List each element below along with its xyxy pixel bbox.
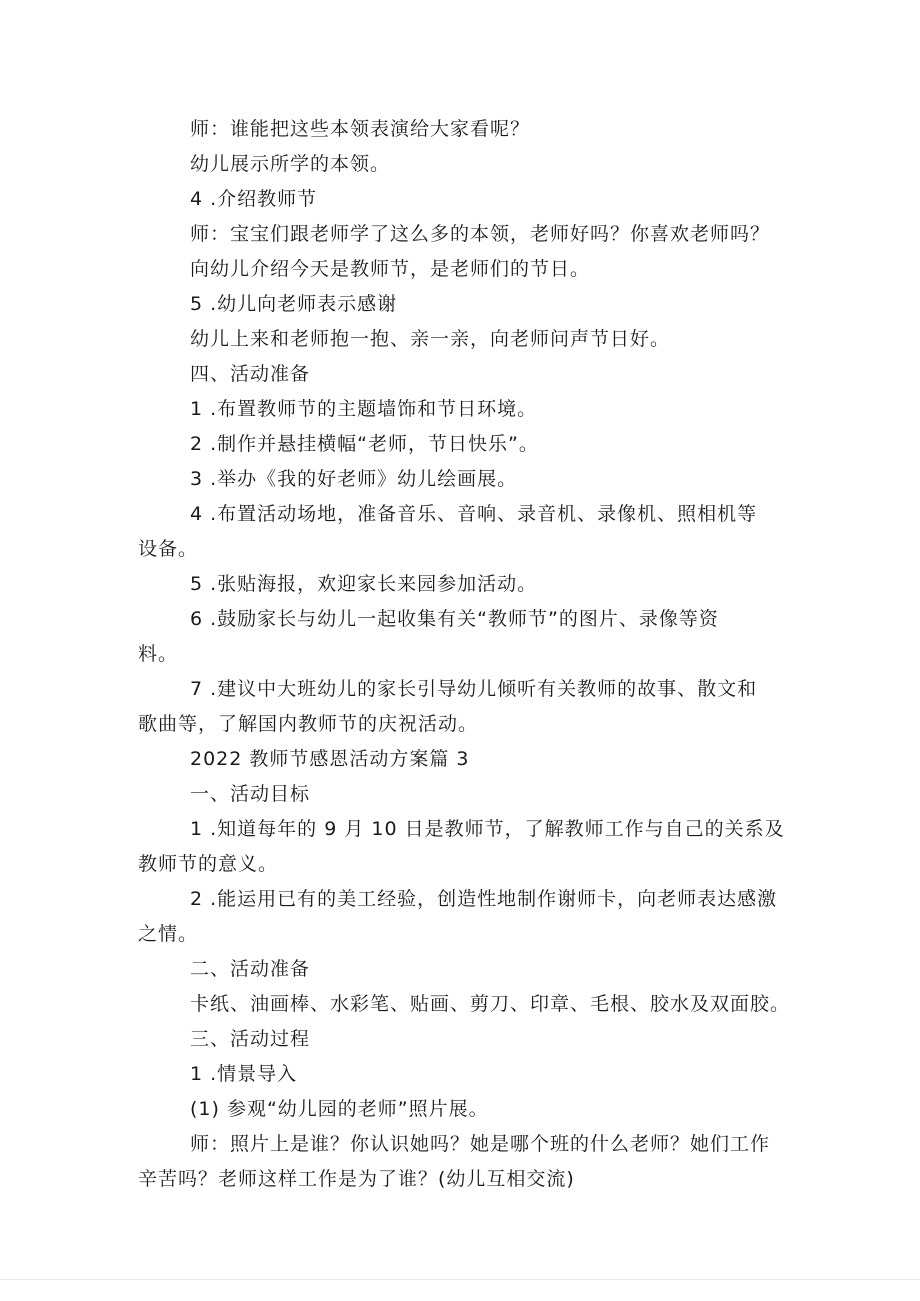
text-line: 之情。 xyxy=(138,923,199,945)
section-heading: 三、活动过程 xyxy=(190,1028,311,1050)
section-heading: 二、活动准备 xyxy=(190,958,311,980)
text-line: 教师节的意义。 xyxy=(138,853,279,875)
section-heading: 4 .介绍教师节 xyxy=(190,188,318,210)
list-item: 2 .制作并悬挂横幅“老师，节日快乐”。 xyxy=(190,433,539,455)
section-heading: 一、活动目标 xyxy=(190,783,311,805)
text-line: 料。 xyxy=(138,643,179,665)
text-line: 幼儿展示所学的本领。 xyxy=(190,153,391,175)
text-line: 幼儿上来和老师抱一抱、亲一亲，向老师问声节日好。 xyxy=(190,328,671,350)
list-item: 3 .举办《我的好老师》幼儿绘画展。 xyxy=(190,468,518,490)
text-line: 师：照片上是谁？你认识她吗？她是哪个班的什么老师？她们工作 xyxy=(190,1133,771,1155)
list-item: 6 .鼓励家长与幼儿一起收集有关“教师节”的图片、录像等资 xyxy=(190,608,719,630)
section-heading: 四、活动准备 xyxy=(190,363,311,385)
text-line: 歌曲等，了解国内教师节的庆祝活动。 xyxy=(138,713,479,735)
article-title: 2022 教师节感恩活动方案篇 3 xyxy=(190,748,470,770)
list-item: (1) 参观“幼儿园的老师”照片展。 xyxy=(190,1098,489,1120)
text-line: 辛苦吗？老师这样工作是为了谁？(幼儿互相交流) xyxy=(138,1168,575,1190)
section-heading: 5 .幼儿向老师表示感谢 xyxy=(190,293,398,315)
text-line: 卡纸、油画棒、水彩笔、贴画、剪刀、印章、毛根、胶水及双面胶。 xyxy=(190,993,791,1015)
text-line: 师：宝宝们跟老师学了这么多的本领，老师好吗？你喜欢老师吗？ xyxy=(190,223,771,245)
list-item: 4 .布置活动场地，准备音乐、音响、录音机、录像机、照相机等 xyxy=(190,503,758,525)
list-item: 7 .建议中大班幼儿的家长引导幼儿倾听有关教师的故事、散文和 xyxy=(190,678,758,700)
list-item: 1 .布置教师节的主题墙饰和节日环境。 xyxy=(190,398,538,420)
page-divider xyxy=(0,1279,920,1280)
section-heading: 1 .情景导入 xyxy=(190,1063,298,1085)
text-line: 设备。 xyxy=(138,538,199,560)
text-line: 向幼儿介绍今天是教师节，是老师们的节日。 xyxy=(190,258,591,280)
list-item: 2 .能运用已有的美工经验，创造性地制作谢师卡，向老师表达感激 xyxy=(190,888,778,910)
text-line: 师：谁能把这些本领表演给大家看呢？ xyxy=(190,118,531,140)
list-item: 1 .知道每年的 9 月 10 日是教师节，了解教师工作与自己的关系及 xyxy=(190,818,785,840)
list-item: 5 .张贴海报，欢迎家长来园参加活动。 xyxy=(190,573,538,595)
